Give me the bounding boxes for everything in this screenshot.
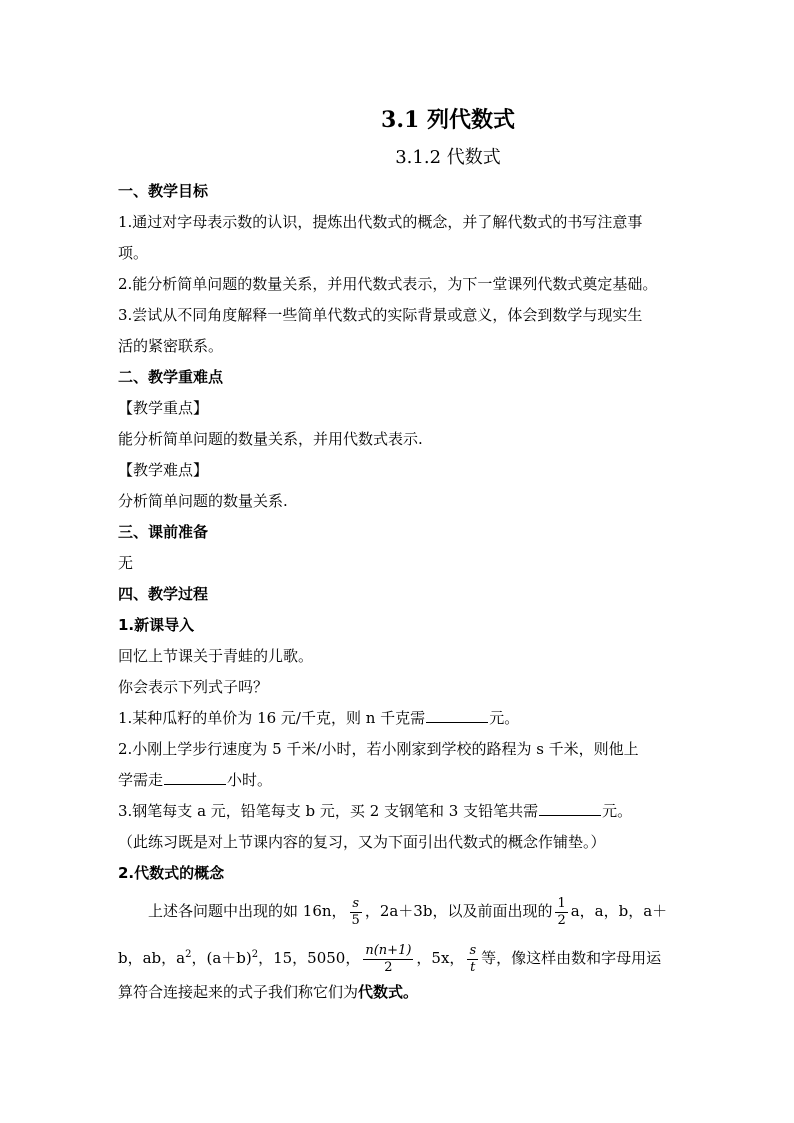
concept-text: 等，像这样由数和字母用运 (481, 949, 662, 967)
fraction-denominator: 2 (557, 912, 566, 928)
answer-blank (426, 708, 488, 723)
section-heading-process: 四、教学过程 (118, 585, 209, 603)
question-1 (118, 703, 678, 734)
fraction-n-n-plus-1-over-2 (363, 943, 413, 976)
question-2-unit: 小时。 (227, 771, 273, 789)
fraction-one-half (555, 896, 567, 929)
question-2-line-2 (118, 765, 678, 796)
goal-1-line-2: 项。 (118, 244, 149, 262)
fraction-numerator: 1 (557, 895, 566, 911)
section-heading-key-points: 二、教学重难点 (118, 368, 224, 386)
concept-text: a，a，b，a＋ (570, 902, 668, 920)
fraction-s-over-t (467, 943, 478, 976)
concept-line-3 (118, 977, 678, 1008)
concept-text: ，(a＋b) (191, 949, 252, 967)
teaching-note: （此练习既是对上节课内容的复习，又为下面引出代数式的概念作铺垫。） (118, 833, 606, 851)
goal-1-line-1: 1.通过对字母表示数的认识，提炼出代数式的概念，并了解代数式的书写注意事 (118, 213, 643, 231)
term-algebraic-expression: 代数式。 (358, 983, 419, 1001)
answer-blank (539, 801, 601, 816)
fraction-numerator: s (469, 942, 477, 958)
goal-3-line-2: 活的紧密联系。 (118, 337, 224, 355)
page-subtitle: 3.1.2 代数式 (395, 147, 501, 168)
question-2-line-1: 2.小刚上学步行速度为 5 千米/小时，若小刚家到学校的路程为 s 千米，则他上 (118, 740, 639, 758)
concept-text: 算符合连接起来的式子我们称它们为 (118, 983, 359, 1001)
subsection-intro: 1.新课导入 (118, 616, 195, 634)
concept-line-1 (118, 889, 678, 933)
preparation-text: 无 (118, 554, 134, 572)
fraction-numerator: n(n+1) (365, 942, 412, 958)
question-3-unit: 元。 (602, 802, 633, 820)
fraction-s-over-5 (350, 896, 362, 929)
concept-text: b，ab，a (118, 949, 186, 967)
key-point-text: 能分析简单问题的数量关系，并用代数式表示. (118, 430, 423, 448)
document-content (118, 100, 678, 1008)
section-heading-goals: 一、教学目标 (118, 182, 209, 200)
question-3 (118, 796, 678, 827)
goal-2: 2.能分析简单问题的数量关系，并用代数式表示，为下一堂课列代数式奠定基础。 (118, 275, 658, 293)
fraction-denominator: 5 (351, 912, 360, 928)
question-1-unit: 元。 (489, 709, 520, 727)
concept-line-2 (118, 933, 678, 977)
difficulty-text: 分析简单问题的数量关系. (118, 492, 288, 510)
concept-text: ，5x， (416, 949, 465, 967)
concept-text: ，15，5050， (258, 949, 361, 967)
question-1-text: 1.某种瓜籽的单价为 16 元/千克，则 n 千克需 (118, 709, 426, 727)
recall-text: 回忆上节课关于青蛙的儿歌。 (118, 647, 314, 665)
page-title: 3.1 列代数式 (381, 107, 515, 133)
fraction-numerator: s (350, 896, 362, 913)
goal-3-line-1: 3.尝试从不同角度解释一些简单代数式的实际背景或意义，体会到数学与现实生 (118, 306, 643, 324)
difficulty-label: 【教学难点】 (118, 461, 209, 479)
question-prompt: 你会表示下列式子吗？ (118, 678, 269, 696)
exponent: 2 (185, 949, 192, 960)
section-heading-preparation: 三、课前准备 (118, 523, 209, 541)
fraction-denominator: 2 (384, 959, 393, 975)
concept-text: 上述各问题中出现的如 16n， (148, 902, 347, 920)
exponent: 2 (251, 949, 259, 960)
fraction-denominator: t (470, 959, 476, 975)
answer-blank (164, 770, 226, 785)
subsection-concept: 2.代数式的概念 (118, 864, 225, 882)
question-3-text: 3.钢笔每支 a 元，铅笔每支 b 元，买 2 支钢笔和 3 支铅笔共需 (118, 802, 539, 820)
question-2-text: 学需走 (118, 771, 164, 789)
key-point-label: 【教学重点】 (118, 399, 209, 417)
concept-text: ，2a＋3b，以及前面出现的 (364, 902, 553, 920)
